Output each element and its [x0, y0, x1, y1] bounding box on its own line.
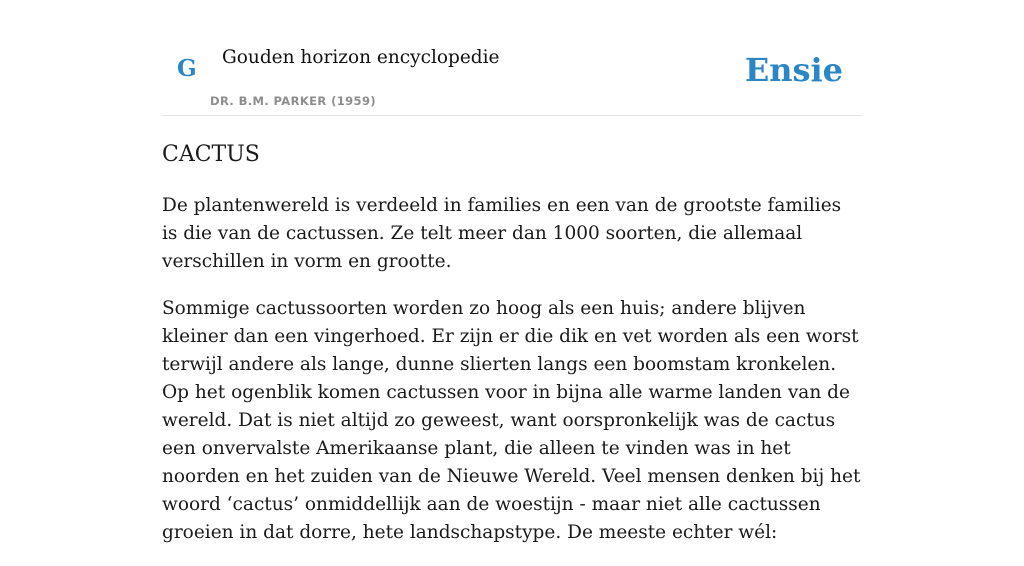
article-title: CACTUS	[162, 142, 260, 167]
article-body	[162, 192, 862, 566]
header	[162, 0, 862, 116]
book-title[interactable]: Gouden horizon encyclopedie	[222, 47, 500, 68]
book-author: DR. B.M. PARKER (1959)	[210, 94, 377, 108]
article-paragraph: Sommige cactussoorten worden zo hoog als een huis; andere blijven kleiner dan een vingerhoed. Er zijn er die dik en vet worden als een worst terwijl andere als lange, dunne slierten langs een boomstam kronkelen. Op het ogenblik komen cactussen voor in bijna alle warme landen van de wereld. Dat is niet altijd zo geweest, want oorspronkelijk was de cactus een onvervalste Amerikaanse plant, die alleen te vinden was in het noorden en het zuiden van de Nieuwe Wereld. Veel mensen denken bij het woord ‘cactus’ onmiddellijk aan de woestijn - maar niet alle cactussen groeien in dat dorre, hete landschapstype. De meeste echter wél:	[162, 298, 861, 543]
content-container	[162, 0, 862, 543]
ensie-logo[interactable]: Ensie	[744, 51, 843, 89]
book-logo-letter[interactable]: G	[177, 55, 197, 82]
article-paragraph: De plantenwereld is verdeeld in families en een van de grootste families is die van de cactussen. Ze telt meer dan 1000 soorten, die allemaal verschillen in vorm en grootte.	[162, 195, 842, 272]
